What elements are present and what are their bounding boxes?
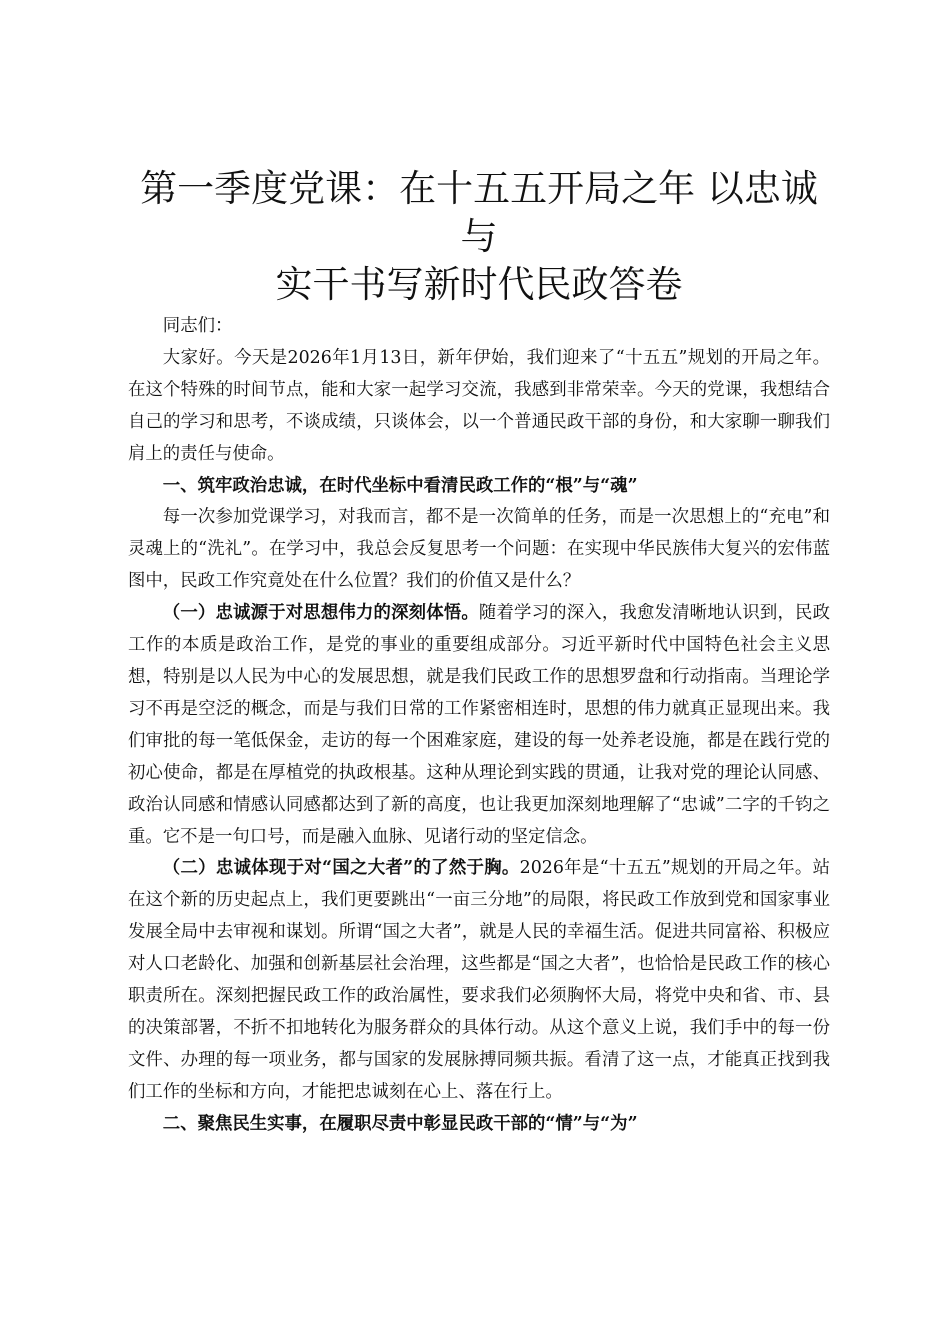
- point-2-body: 2026年是“十五五”规划的开局之年。站在这个新的历史起点上，我们更要跳出“一亩三分地”的局限，将民政工作放到党和国家事业发展全局中去审视和谋划。所谓“国之大者”，就是人民的幸福生活。促进共同富裕、积极应对人口老龄化、加强和创新基层社会治理，这些都是“国之大者”，也恰恰是民政工作的核心职责所在。深刻把握民政工作的政治属性，要求我们必须胸怀大局，将党中央和省、市、县的决策部署，不折不扣地转化为服务群众的具体行动。从这个意义上说，我们手中的每一份文件、办理的每一项业务，都与国家的发展脉搏同频共振。看清了这一点，才能真正找到我们工作的坐标和方向，才能把忠诚刻在心上、落在行上。: [128, 858, 830, 1102]
- point-1-paragraph: [128, 598, 830, 853]
- point-1-body: 随着学习的深入，我愈发清晰地认识到，民政工作的本质是政治工作，是党的事业的重要组成部分。习近平新时代中国特色社会主义思想，特别是以人民为中心的发展思想，就是我们民政工作的思想罗盘和行动指南。当理论学习不再是空泛的概念，而是与我们日常的工作紧密相连时，思想的伟力就真正显现出来。我们审批的每一笔低保金，走访的每一个困难家庭，建设的每一处养老设施，都是在践行党的初心使命，都是在厚植党的执政根基。这种从理论到实践的贯通，让我对党的理论认同感、政治认同感和情感认同感都达到了新的高度，也让我更加深刻地理解了“忠诚”二字的千钧之重。它不是一句口号，而是融入血脉、见诸行动的坚定信念。: [128, 603, 830, 847]
- section-1-intro-paragraph: 每一次参加党课学习，对我而言，都不是一次简单的任务，而是一次思想上的“充电”和灵魂上的“洗礼”。在学习中，我总会反复思考一个问题：在实现中华民族伟大复兴的宏伟蓝图中，民政工作究竟处在什么位置？我们的价值又是什么？: [128, 507, 830, 592]
- document-title: [128, 165, 830, 309]
- document-page: [128, 165, 830, 1141]
- point-2-paragraph: [128, 853, 830, 1108]
- section-1-heading: 一、筑牢政治忠诚，在时代坐标中看清民政工作的“根”与“魂”: [162, 475, 638, 496]
- point-2-lead: （二）忠诚体现于对“国之大者”的了然于胸。: [162, 858, 520, 879]
- greeting: 同志们：: [162, 316, 233, 336]
- section-2-heading: 二、聚焦民生实事，在履职尽责中彰显民政干部的“情”与“为”: [162, 1113, 638, 1134]
- title-line-1: 第一季度党课：在十五五开局之年 以忠诚与: [140, 167, 818, 258]
- intro-paragraph: 大家好。今天是2026年1月13日，新年伊始，我们迎来了“十五五”规划的开局之年。在这个特殊的时间节点，能和大家一起学习交流，我感到非常荣幸。今天的党课，我想结合自己的学习和思考，不谈成绩，只谈体会，以一个普通民政干部的身份，和大家聊一聊我们肩上的责任与使命。: [128, 347, 830, 464]
- title-line-2: 实干书写新时代民政答卷: [275, 263, 683, 306]
- point-1-lead: （一）忠诚源于对思想伟力的深刻体悟。: [162, 603, 479, 624]
